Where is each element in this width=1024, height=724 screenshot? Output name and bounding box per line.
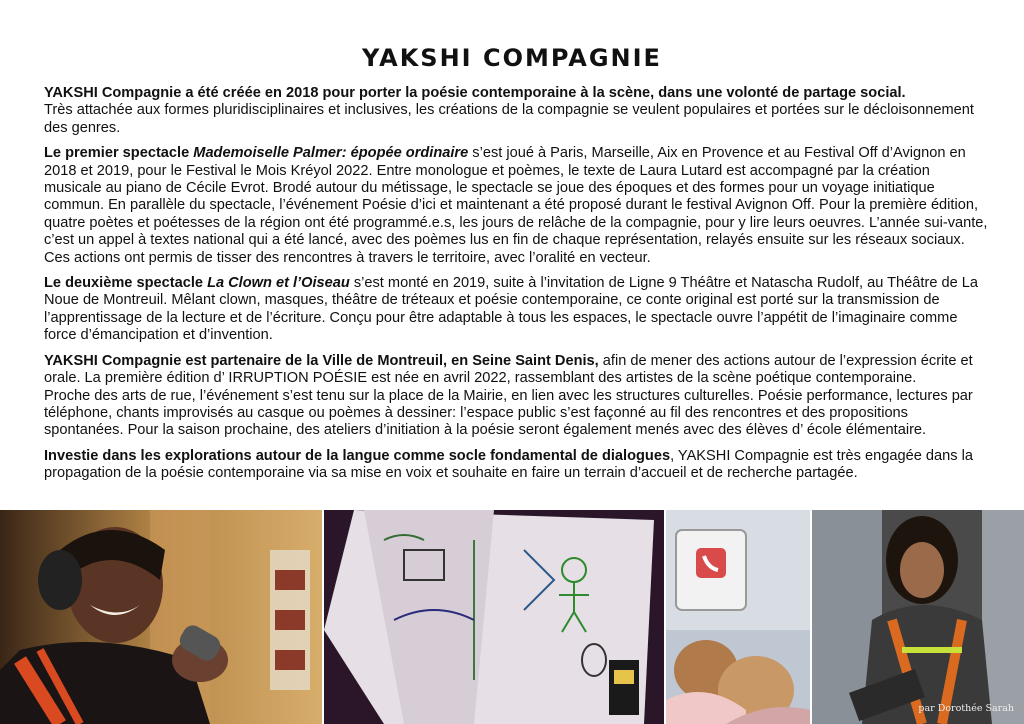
photo-children <box>666 510 810 724</box>
photo-credit: par Dorothée Sarah <box>918 703 1014 714</box>
intro-body: Très attachée aux formes pluridisciplinaires et inclusives, les créations de la compagnie se veulent populaires et portées sur le décloisonnement des genres. <box>44 102 974 136</box>
montreuil-body-continued: Proche des arts de rue, l’événement s’est tenu sur la place de la Mairie, en lien avec les structures culturelles. Poésie performance, lectures par téléphone, chants improvisés au casque ou poèmes à dessiner: l’espace public s’est façonné au fil des rencontres et des propositions spontanées. Pour la saison prochaine, des ateliers d’initiation à la poésie seront également menés avec des élèves d’ école élémentaire. <box>44 387 973 439</box>
second-show-lead: Le deuxième spectacle <box>44 275 203 292</box>
first-show-lead: Le premier spectacle <box>44 145 190 162</box>
montreuil-body: afin de mener des actions autour de l’expression écrite et orale. La première édition d’ IRRUPTION POÉSIE est née en avril 2022, rassemblant des artistes de la scène poétique contemporaine. <box>44 352 973 387</box>
children-illustration <box>666 510 810 724</box>
photo-singer <box>0 510 322 724</box>
second-show-title: La Clown et l’Oiseau <box>207 275 350 292</box>
woman-illustration <box>812 510 1024 724</box>
photo-woman-vest <box>812 510 1024 724</box>
photo-strip <box>0 510 1024 724</box>
singer-illustration <box>0 510 322 724</box>
first-show-body-continued: c’est un appel à textes national qui a été lancé, avec des poèmes lus en fin de chaque représentation, relayés ensuite sur les réseaux sociaux. Ces actions ont permis de tisser des rencontres à travers le territoire, avec l’oralité en vecteur. <box>44 232 965 266</box>
paragraph-second-show <box>44 275 989 345</box>
first-show-body: s’est joué à Paris, Marseille, Aix en Provence et au Festival Off d’Avignon en 2018 et 2019, pour le Festival le Mois Kréyol 2022. Entre monologue et poèmes, le texte de Laura Lutard est accompagné par la création musicale au piano de Cécile Evrot. Brodé autour du métissage, le spectacle se joue des époques et des formes pour un voyage initiatique commun. En parallèle du spectacle, l’événement Poésie d’ici et maintenant a été proposé durant le festival Avignon Off. Pour la première édition, quatre poètes et poétesses de la région ont été programmé.e.s, les jours de relâche de la compagnie, pour y lire leurs oeuvres. L’année sui-vante, <box>44 145 988 231</box>
paragraph-closing <box>44 448 989 483</box>
drawings-illustration <box>324 510 664 724</box>
paragraph-montreuil <box>44 353 989 440</box>
closing-lead: Investie dans les explorations autour de la langue comme socle fondamental de dialogues <box>44 447 671 464</box>
closing-body: , YAKSHI Compagnie est très engagée dans la propagation de la poésie contemporaine via sa mise en voix et souhaite en faire un terrain d’accueil et de recherche partagée. <box>44 447 973 482</box>
intro-lead: YAKSHI Compagnie a été créée en 2018 pour porter la poésie contemporaine à la scène, dans une volonté de partage social. <box>44 85 906 101</box>
paragraph-intro <box>44 85 989 137</box>
page-title: YAKSHI COMPAGNIE <box>362 44 662 72</box>
body-text <box>44 85 989 491</box>
paragraph-first-show <box>44 145 989 267</box>
second-show-body: s’est monté en 2019, suite à l’invitation de Ligne 9 Théâtre et Natascha Rudolf, au Théâtre de La Noue de Montreuil. Mêlant clown, masques, théâtre de tréteaux et poésie contemporaine, ce conte original est porté sur la transmission de l’apprentissage de la lecture et de l’écriture. Conçu pour être adaptable à tous les espaces, le spectacle ouvre l’appétit de l’imaginaire comme force d’émancipation et d’invention. <box>44 275 979 344</box>
first-show-title: Mademoiselle Palmer: épopée ordinaire <box>193 145 469 162</box>
photo-drawings <box>324 510 664 724</box>
montreuil-lead: YAKSHI Compagnie est partenaire de la Ville de Montreuil, en Seine Saint Denis, <box>44 352 599 369</box>
